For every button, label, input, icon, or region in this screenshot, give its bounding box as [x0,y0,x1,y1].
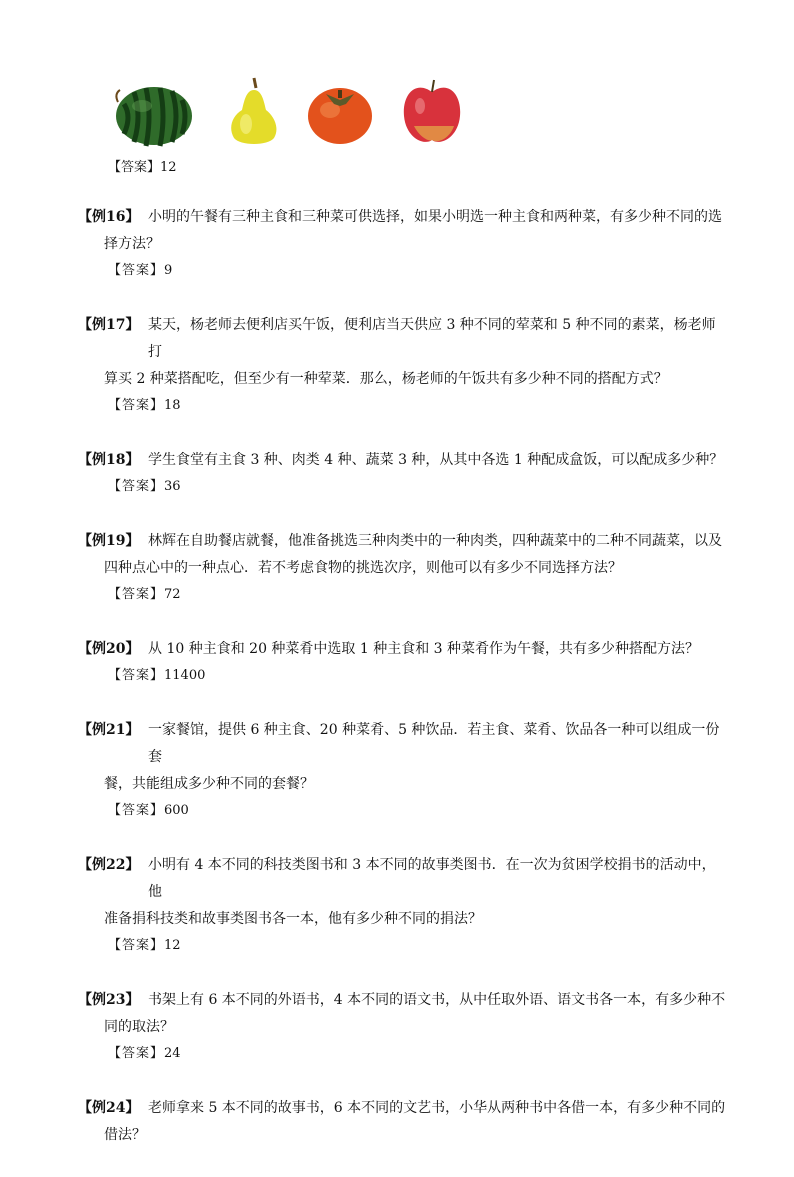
problem-text: 书架上有 6 本不同的外语书，4 本不同的语文书，从中任取外语、语文书各一本，有多少种不 [148,992,726,1008]
answer-line [78,1041,728,1067]
answer-line [78,798,728,824]
problem-text-cont: 四种点心中的一种点心．若不考虑食物的挑选次序，则他可以有多少不同选择方法？ [104,560,622,576]
answer-value: 24 [164,1046,181,1061]
problem-text-cont: 借法？ [104,1127,146,1143]
problem-tag: 【例19】 [78,533,140,549]
problem-tag: 【例17】 [78,317,140,333]
answer-line [78,258,728,284]
problem-tag: 【例20】 [78,641,140,657]
answer-line [78,474,728,500]
problem-tag: 【例23】 [78,992,140,1008]
watermelon-image [110,76,194,148]
answer-line [78,582,728,608]
answer-value: 12 [160,160,177,175]
answer-value: 600 [164,803,189,818]
answer-value: 72 [164,587,181,602]
problem-text: 林辉在自助餐店就餐，他准备挑选三种肉类中的一种肉类，四种蔬菜中的二种不同蔬菜，以及 [148,533,722,549]
problem-text: 一家餐馆，提供 6 种主食、20 种菜肴、5 种饮品．若主食、菜肴、饮品各一种可以组成一份套 [148,722,720,765]
problem-tag: 【例18】 [78,452,140,468]
answer-label: 【答案】 [108,263,165,278]
answer-value: 12 [164,938,181,953]
problem-item [78,852,728,959]
answer-label: 【答案】 [108,398,165,413]
answer-label: 【答案】 [108,1046,165,1061]
answer-value: 9 [164,263,173,278]
answer-line [78,663,728,689]
problem-item [78,528,728,608]
apple-image [402,76,462,148]
problem-text: 某天，杨老师去便利店买午饭，便利店当天供应 3 种不同的荤菜和 5 种不同的素菜，杨老师打 [148,317,716,360]
persimmon-image [306,76,374,148]
problem-item [78,1095,728,1149]
problem-text-cont: 餐，共能组成多少种不同的套餐？ [104,776,314,792]
problem-list [78,204,728,1177]
problem-tag: 【例21】 [78,722,140,738]
answer-line [108,156,177,175]
answer-value: 11400 [164,668,206,683]
answer-label: 【答案】 [108,160,161,175]
problem-tag: 【例16】 [78,209,140,225]
answer-line [78,933,728,959]
answer-label: 【答案】 [108,803,165,818]
answer-value: 18 [164,398,181,413]
problem-text: 学生食堂有主食 3 种、肉类 4 种、蔬菜 3 种，从其中各选 1 种配成盒饭，可以配成多少种？ [148,452,724,468]
problem-text-cont: 算买 2 种菜搭配吃，但至少有一种荤菜．那么，杨老师的午饭共有多少种不同的搭配方式？ [104,371,668,387]
problem-text: 小明有 4 本不同的科技类图书和 3 本不同的故事类图书．在一次为贫困学校捐书的活动中，他 [148,857,716,900]
problem-tag: 【例22】 [78,857,140,873]
pear-image [226,76,282,148]
fruit-images [110,76,470,148]
problem-item [78,717,728,824]
answer-label: 【答案】 [108,479,165,494]
answer-label: 【答案】 [108,587,165,602]
problem-text-cont: 准备捐科技类和故事类图书各一本，他有多少种不同的捐法？ [104,911,482,927]
problem-item [78,312,728,419]
problem-item [78,204,728,284]
problem-text: 小明的午餐有三种主食和三种菜可供选择，如果小明选一种主食和两种菜，有多少种不同的选 [148,209,722,225]
problem-text: 老师拿来 5 本不同的故事书，6 本不同的文艺书，小华从两种书中各借一本，有多少种不同的 [148,1100,726,1116]
problem-text-cont: 择方法？ [104,236,160,252]
problem-text: 从 10 种主食和 20 种菜肴中选取 1 种主食和 3 种菜肴作为午餐，共有多少种搭配方法？ [148,641,700,657]
answer-label: 【答案】 [108,668,165,683]
problem-item [78,636,728,689]
problem-tag: 【例24】 [78,1100,140,1116]
problem-text-cont: 同的取法？ [104,1019,174,1035]
problem-item [78,447,728,500]
answer-value: 36 [164,479,181,494]
answer-line [78,393,728,419]
answer-label: 【答案】 [108,938,165,953]
problem-item [78,987,728,1067]
